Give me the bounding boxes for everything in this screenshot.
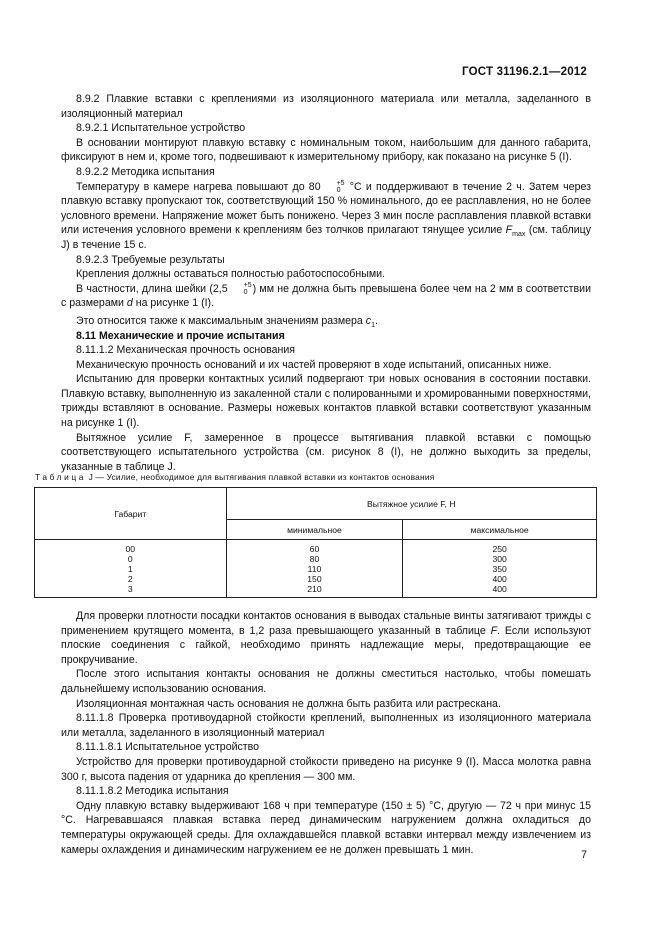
paragraph-8-9-2: 8.9.2 Плавкие вставки с креплениями из изоляционного материала или металла, заделанного в изоляционный материал bbox=[61, 93, 591, 120]
paragraph-screw-tightening bbox=[61, 609, 591, 667]
paragraph-max-values bbox=[61, 314, 591, 329]
cell-min: 60 bbox=[309, 544, 320, 554]
column-gabarit-values bbox=[35, 540, 227, 598]
text-run: В частности, длина шейки (2,5 bbox=[76, 282, 228, 295]
header-max: максимальное bbox=[403, 520, 597, 540]
text-run: . bbox=[374, 314, 378, 327]
paragraph-no-displacement: После этого испытания контакты основания не должны сместиться настолько, чтобы помешать дальнейшему использованию основания. bbox=[61, 668, 591, 695]
text-run: . Если используют плоские соединения с гайкой, необходимо принять надлежащие меры, предотвращающие ее прокручивание. bbox=[61, 624, 591, 666]
heading-8-11: 8.11 Механические и прочие испытания bbox=[76, 329, 285, 342]
paragraph-fastenings: Крепления должны оставаться полностью работоспособными. bbox=[76, 268, 385, 281]
paragraph-pull-force: Вытяжное усилие F, замеренное в процессе вытягивания плавкой вставки с помощью соответствующего испытательного устройства (см. рисунок 8 (I), не должно выходить за пределы, указанные в таблице J. bbox=[61, 431, 591, 473]
cell-max: 350 bbox=[492, 564, 507, 574]
paragraph-insulating-part: Изоляционная монтажная часть основания не должна быть разбита или растрескана. bbox=[76, 697, 501, 710]
subscript-max: max bbox=[512, 231, 526, 239]
text-run: (см. таблицу J) в течение 15 с. bbox=[61, 224, 591, 251]
cell-max: 400 bbox=[492, 584, 507, 594]
main-text-top bbox=[61, 92, 591, 474]
text-run: Температуру в камере нагрева повышают до 80 bbox=[76, 180, 321, 193]
main-text-bottom bbox=[61, 609, 591, 857]
text-run: Это относится также к максимальным значениям размера bbox=[76, 314, 366, 327]
table-caption-label: Таблица bbox=[35, 472, 87, 482]
header-gabarit: Габарит bbox=[35, 488, 227, 540]
tolerance-lower: 0 bbox=[336, 186, 341, 194]
cell-min: 110 bbox=[307, 564, 322, 574]
text-run: Для проверки плотности посадки контактов основания в выводах стальные винты затягивают трижды с применением крутящего момента, в 1,2 раза превышающего указанный в таблице bbox=[61, 610, 591, 637]
document-code: ГОСТ 31196.2.1—2012 bbox=[462, 66, 587, 78]
text-run: °С и поддерживают в течение 2 ч. Затем через плавкую вставку пропускают ток, соответствующий 150 % номинального, до ее расплавления, но не более условного времени. Напряжение может быть понижено. Через 3 мин после расплавления плавкой вставки или истечения условного времени к креплениям без толчков прилагают тянущее усилие bbox=[61, 180, 591, 237]
header-min: минимальное bbox=[226, 520, 403, 540]
paragraph-mech-strength: Механическую прочность оснований и их частей проверяют в ходе испытаний, описанных ниже. bbox=[76, 358, 552, 371]
paragraph-8-9-2-1: 8.9.2.1 Испытательное устройство bbox=[76, 122, 246, 135]
cell-gabarit: 0 bbox=[127, 554, 133, 564]
paragraph-8-9-2-2: 8.9.2.2 Методика испытания bbox=[76, 165, 215, 178]
tolerance bbox=[322, 180, 345, 194]
column-min-values bbox=[226, 540, 403, 598]
table-caption-text: J — Усилие, необходимое для вытягивания плавкой вставки из контактов основания bbox=[86, 472, 435, 482]
table-body-row bbox=[35, 540, 597, 598]
cell-max: 250 bbox=[492, 544, 507, 554]
paragraph-impact-method: Одну плавкую вставку выдерживают 168 ч при температуре (150 ± 5) °С, другую — 72 ч при минус 15 °С. Нагревавшаяся плавкая вставка перед динамическим нагружением должна охладиться до температуры окружающей среды. Для охлаждавшейся плавкой вставки интервал между извлечением из камеры охлаждения и динамическим нагружением ее не должен превышать 1 мин. bbox=[61, 799, 591, 856]
paragraph-8-11-1-8-2: 8.11.1.8.2 Методика испытания bbox=[76, 785, 229, 798]
symbol-f: F bbox=[490, 624, 498, 637]
paragraph-impact-device: Устройство для проверки противоударной стойкости приведено на рисунке 9 (I). Масса молотка равна 300 г, высота падения от ударника до крепления — 300 мм. bbox=[61, 755, 591, 783]
paragraph-8-11-1-8: 8.11.1.8 Проверка противоударной стойкости креплений, выполненных из изоляционного материала или металла, заделанного в изоляционный материал bbox=[61, 712, 591, 739]
text-run: ) мм не должна быть превышена более чем на 2 мм в соответствии с размерами bbox=[61, 282, 591, 310]
cell-max: 300 bbox=[492, 554, 507, 564]
tolerance-lower: 0 bbox=[243, 288, 248, 296]
tolerance-upper: +5 bbox=[243, 281, 252, 289]
paragraph-8-9-2-3: 8.9.2.3 Требуемые результаты bbox=[76, 253, 225, 266]
cell-gabarit: 1 bbox=[127, 564, 133, 574]
cell-min: 80 bbox=[309, 554, 320, 564]
cell-min: 150 bbox=[307, 574, 322, 584]
header-pull-force: Вытяжное усилие F, H bbox=[226, 488, 596, 520]
tolerance bbox=[229, 282, 252, 296]
paragraph-neck-length bbox=[61, 282, 591, 311]
paragraph-8-11-1-8-1: 8.11.1.8.1 Испытательное устройство bbox=[76, 741, 260, 754]
subscript-1: 1 bbox=[371, 322, 375, 330]
table-caption bbox=[35, 472, 615, 482]
tolerance-upper: +5 bbox=[336, 179, 345, 187]
paragraph-test-method bbox=[61, 180, 591, 253]
symbol-d: d bbox=[126, 297, 133, 310]
paragraph-test-device: В основании монтируют плавкую вставку с номинальным током, наибольшим для данного габарита, фиксируют в нем и, кроме того, подвешивают к измерительному прибору, как показано на рисунке 5 (I). bbox=[61, 136, 591, 164]
page-number: 7 bbox=[581, 849, 587, 861]
symbol-f: F bbox=[505, 224, 513, 237]
text-run: на рисунке 1 (I). bbox=[132, 297, 215, 310]
symbol-c: c bbox=[365, 314, 372, 327]
cell-gabarit: 00 bbox=[125, 544, 136, 554]
paragraph-8-11-1-2: 8.11.1.2 Механическая прочность основания bbox=[76, 344, 296, 357]
cell-gabarit: 3 bbox=[127, 584, 133, 594]
cell-max: 400 bbox=[492, 574, 507, 584]
force-table bbox=[34, 487, 597, 598]
cell-gabarit: 2 bbox=[127, 574, 133, 584]
paragraph-contact-forces: Испытанию для проверки контактных усилий подвергают три новых основания в состоянии поставки. Плавкую вставку, выполненную из закаленной стали с полированными и хромированными поверхностями, трижды вставляют в основание. Размеры ножевых контактов плавкой вставки соответствуют указанным на рисунке 1 (I). bbox=[61, 373, 591, 430]
cell-min: 210 bbox=[307, 584, 322, 594]
column-max-values bbox=[403, 540, 597, 598]
